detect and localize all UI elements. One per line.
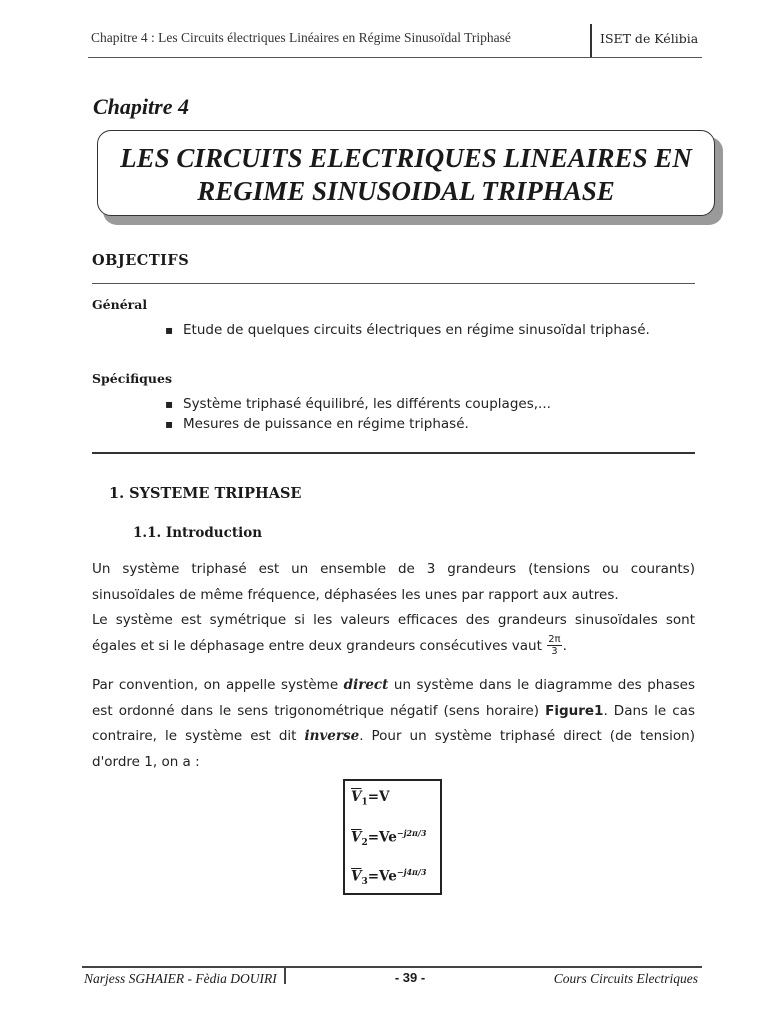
paragraph-text: un système dans le diagramme des phases est ordonné dans le sens trigonométrique négatif (sens horaire) [92,677,695,719]
list-item: ▪ Système triphasé équilibré, les différents couplages,... [165,395,695,413]
general-label: Général [92,297,148,312]
phasor-symbol: $\overline{V}$ [351,868,362,885]
list-item: ▪ Mesures de puissance en régime triphasé. [165,415,695,433]
chapter-title-line2: REGIME SINUSOIDAL TRIPHASE [197,176,615,206]
footer-authors: Narjess SGHAIER - Fèdia DOUIRI [84,971,277,986]
footer-rule [82,966,702,968]
paragraph-text: Par convention, on appelle système [92,677,344,693]
paragraph-text: . [562,637,567,654]
running-header-institution: ISET de Kélibia [600,31,699,46]
term-inverse: inverse [304,728,360,744]
term-direct: direct [343,677,389,693]
paragraph-text: . Pour un système triphasé direct (de tension) d'ordre 1, on a : [92,728,695,770]
equation-rhs: =Ve [367,868,397,885]
paragraph-definition: Un système triphasé est un ensemble de 3 grandeurs (tensions ou courants) sinusoïdales de même fréquence, déphasées les unes par rapport aux autres. [92,561,695,603]
equation-rhs: =V [367,789,390,805]
fraction-numerator: 2π [548,634,561,645]
specific-objectives-list [165,395,695,435]
chapter-title [97,142,715,208]
paragraph-text: . Dans le cas contraire, le système est dit [92,702,695,744]
footer-separator [284,966,286,984]
page-number: - 39 - [394,970,426,985]
equation-v3 [351,867,426,887]
running-header-chapter: Chapitre 4 : Les Circuits électriques Linéaires en Régime Sinusoïdal Triphasé [91,30,511,45]
phasor-index: 2 [361,838,368,849]
chapter-title-line1: LES CIRCUITS ELECTRIQUES LINEAIRES EN [120,143,692,173]
figure-reference: Figure1 [545,702,604,719]
chapter-label: Chapitre 4 [93,94,189,119]
footer-course: Cours Circuits Electriques [553,971,698,986]
paragraph-symmetry [92,608,695,659]
section-heading: 1. SYSTEME TRIPHASE [109,485,302,502]
exponent: −j4π/3 [396,867,427,877]
phasor-index: 1 [361,797,368,808]
phasor-symbol: $\overline{V}$ [351,789,362,805]
equation-v1 [351,789,390,808]
objectives-bottom-rule [92,452,695,454]
phasor-index: 3 [361,877,368,888]
specific-label: Spécifiques [92,371,172,386]
objectives-rule [92,283,695,284]
subsection-heading: 1.1. Introduction [133,525,263,541]
equation-rhs: =Ve [367,829,397,846]
general-objectives-list [165,321,695,339]
list-item: ▪ Etude de quelques circuits électriques en régime sinusoïdal triphasé. [165,321,695,339]
equation-v2 [351,828,426,848]
header-separator [590,24,592,58]
exponent: −j2π/3 [396,828,427,838]
objectives-heading: OBJECTIFS [92,252,190,269]
paragraph-convention [92,673,695,775]
fraction-denominator: 3 [551,646,558,657]
equation-box [343,779,442,895]
phasor-symbol: $\overline{V}$ [351,829,362,846]
paragraph-text: Le système est symétrique si les valeurs efficaces des grandeurs sinusoïdales sont égales et si le déphasage entre deux grandeurs consécutives vaut [92,612,695,654]
fraction-two-pi-over-three [547,634,561,657]
header-rule [88,57,702,58]
